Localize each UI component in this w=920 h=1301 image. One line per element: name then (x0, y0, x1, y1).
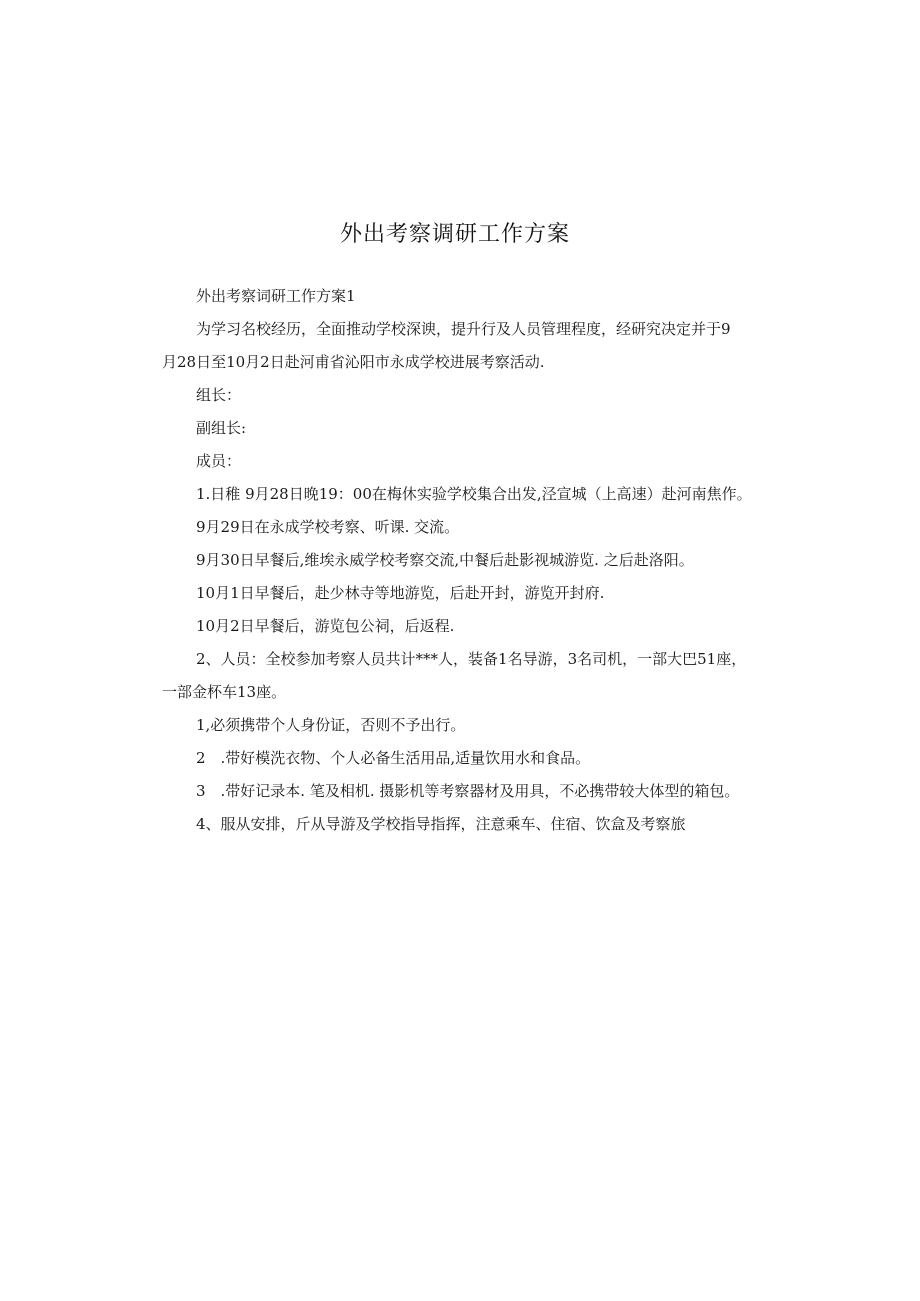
paragraph-line: 为学习名校经历，全面推动学校深谀，提升行及人员管理程度，经研究决定并于9 (196, 320, 731, 338)
section-heading: 外出考察词研工作方案1 (196, 287, 356, 305)
paragraph-line: 4、服从安排，斤从导游及学校指导指挥，注意乘车、住宿、饮盒及考察旅 (196, 815, 686, 833)
paragraph-line: 10月1日早餐后，赴少林寺等地游览，后赴开封，游览开封府. (196, 584, 605, 602)
paragraph-line: 1.日稚 9月28日晚19：00在梅休实验学校集合出发,泾宣城（上高速）赴河南焦作。 (196, 485, 752, 503)
paragraph-line: 9月30日早餐后,维埃永威学校考察交流,中餐后赴影视城游览. 之后赴洛阳。 (196, 551, 694, 569)
paragraph-line: 成员： (196, 452, 242, 470)
paragraph-line: 9月29日在永成学校考察、听课. 交流。 (196, 518, 460, 536)
paragraph-line: 组长： (196, 386, 242, 404)
paragraph-line: 3 .带好记录本. 笔及相机. 摄影机等考察器材及用具，不必携带较大体型的箱包。 (196, 782, 740, 800)
document-title: 外出考察调研工作方案 (339, 222, 570, 247)
paragraph-line: 1,必须携带个人身份证，否则不予出行。 (196, 716, 466, 734)
paragraph-line: 10月2日早餐后，游览包公祠，后返程. (196, 617, 455, 635)
paragraph-line: 副组长: (196, 419, 247, 437)
paragraph-line: 月28日至10月2日赴河甫省沁阳市永成学校进展考察活动. (162, 353, 545, 371)
paragraph-line: 2 .带好模洗衣物、个人必备生活用品,适量饮用水和食品。 (196, 749, 591, 767)
paragraph-line: 一部金杯车13座。 (162, 683, 287, 701)
paragraph-line: 2、人员：全校参加考察人员共计***人，装备1名导游，3名司机，一部大巴51座， (196, 650, 747, 668)
